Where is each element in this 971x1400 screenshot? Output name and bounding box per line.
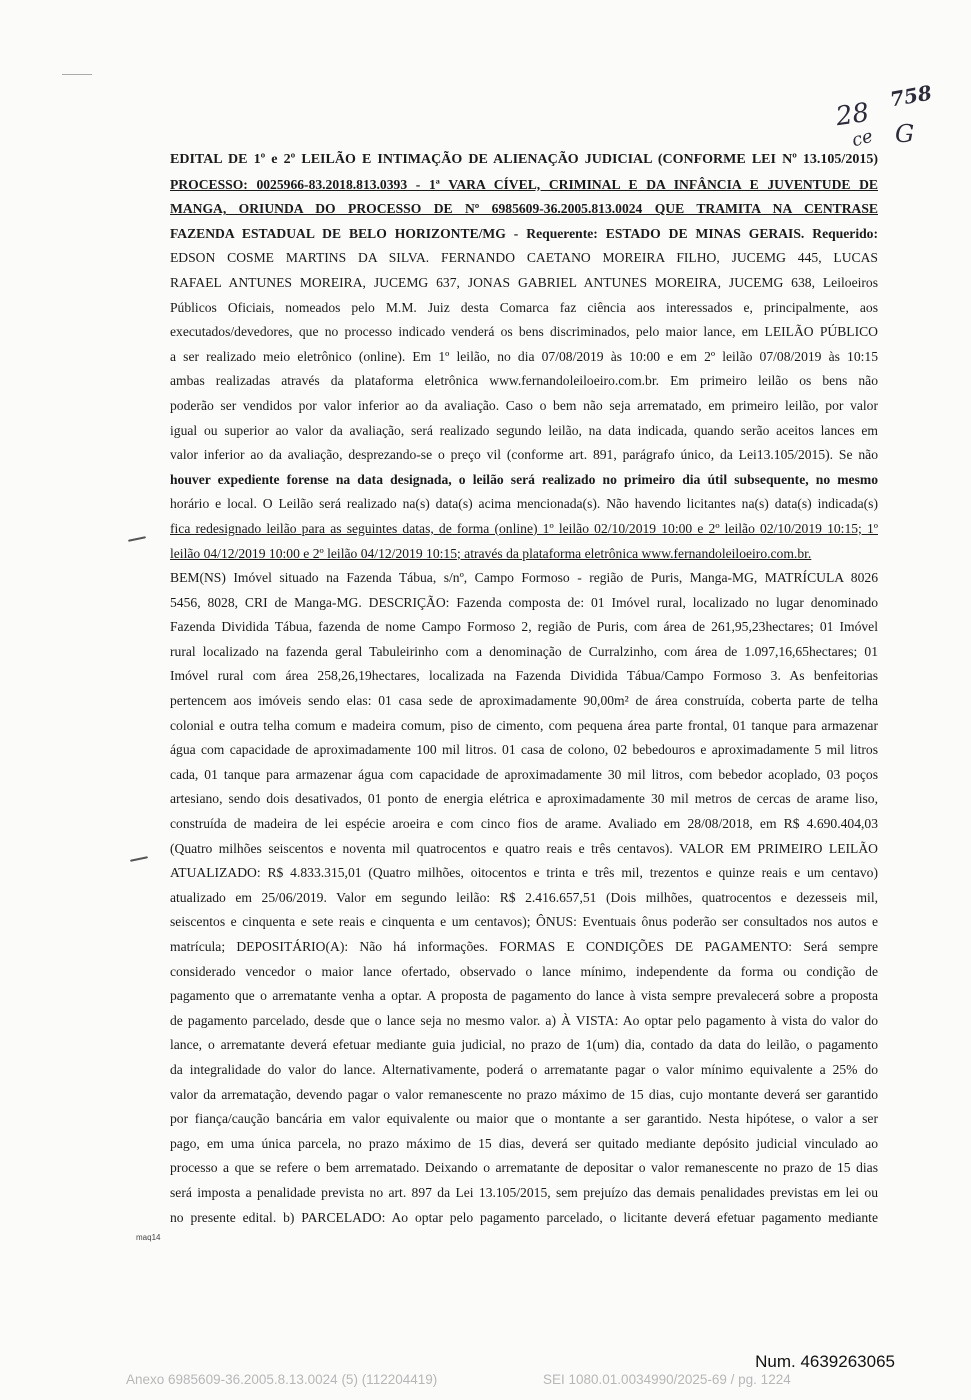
text-line: Públicos Oficiais, nomeados pelo M.M. Juiz desta Comarca faz ciência aos interessados e, principalmente, aos <box>170 299 878 315</box>
text-line: leilão 04/12/2019 10:00 e 2º leilão 04/12/2019 10:15; através da plataforma eletrônica www.fernandoleiloeiro.com.br. <box>170 545 812 561</box>
text-line: 5456, 8028, CRI de Manga-MG. DESCRIÇÃO: Fazenda composta de: 01 Imóvel rural, localizado no lugar denominado <box>170 594 878 610</box>
text-line: ATUALIZADO: R$ 4.833.315,01 (Quatro milhões, oitocentos e trinta e três mil, trezentos e quinze reais e um centavo) <box>170 865 878 881</box>
attachment-reference: Anexo 6985609-36.2005.8.13.0024 (5) (112204419) <box>126 1372 438 1387</box>
margin-mark <box>128 536 146 542</box>
handwritten-initial: G <box>895 120 915 148</box>
text-line: horário e local. O Leilão será realizado na(s) data(s) acima mencionada(s). Não havendo licitantes na(s) data(s) indicada(s) <box>170 496 878 512</box>
text-line: Fazenda Dividida Tábua, fazenda de nome Campo Formoso 2, região de Puris, com área de 261,95,23hectares; 01 Imóvel <box>170 619 878 635</box>
text-line: água com capacidade de aproximadamente 100 mil litros. 01 casa de colono, 02 bebedouros e aproximadamente 5 mil litros <box>170 742 878 758</box>
text-line: por fiança/caução bancária em valor equivalente ou maior que o montante a ser garantido. Nesta hipótese, o valor a ser <box>170 1111 878 1127</box>
text-line: cada, 01 tanque para armazenar água com capacidade de aproximadamente 30 mil litros, com bebedor acoplado, 03 poços <box>170 766 878 782</box>
handwritten-page-number: 28 <box>834 97 872 133</box>
text-line: PROCESSO: 0025966-83.2018.813.0393 - 1ª VARA CÍVEL, CRIMINAL E DA INFÂNCIA E JUVENTUDE DE <box>170 176 878 192</box>
scan-mark <box>62 74 92 75</box>
text-line: RAFAEL ANTUNES MOREIRA, JUCEMG 637, JONAS GABRIEL ANTUNES MOREIRA, JUCEMG 638, Leiloeiros <box>170 274 878 290</box>
handwritten-folio-number: 758 <box>888 80 934 112</box>
text-line: ambas realizadas através da plataforma eletrônica www.fernandoleiloeiro.com.br. Em primeiro leilão os bens não <box>170 373 878 389</box>
text-line: seiscentos e cinquenta e sete reais e cinquenta e um centavos); ÔNUS: Eventuais ônus poderão ser consultados nos autos e <box>170 914 878 930</box>
text-line: MANGA, ORIUNDA DO PROCESSO DE Nº 6985609-36.2005.813.0024 QUE TRAMITA NA CENTRASE <box>170 201 878 217</box>
text-line: considerado vencedor o maior lance ofertado, observado o lance mínimo, independente da forma ou condição de <box>170 963 878 979</box>
text-line: lance, o arrematante deverá efetuar mediante guia judicial, no prazo de 1(um) dia, contado da data do leilão, o pagamento <box>170 1037 878 1053</box>
text-line: será imposta a penalidade prevista no art. 897 da Lei 13.105/2015, sem prejuízo das demais penalidades previstas em lei ou <box>170 1184 878 1200</box>
text-line: executados/devedores, que no processo indicado venderá os bens discriminados, pelo maior lance, em LEILÃO PÚBLICO <box>170 324 878 340</box>
text-line: houver expediente forense na data designada, o leilão será realizado no primeiro dia útil subsequente, no mesmo <box>170 471 878 487</box>
text-line: construída de madeira de lei espécie aroeira e com cinco fios de arame. Avaliado em 28/08/2018, em R$ 4.690.404,03 <box>170 816 878 832</box>
text-line: valor da arrematação, devendo pagar o valor remanescente no prazo máximo de 15 dias, cujo montante deverá ser garantido <box>170 1086 878 1102</box>
text-line: da integralidade do valor do lance. Alternativamente, poderá o arrematante pagar o valor mínimo equivalente a 25% do <box>170 1061 878 1077</box>
text-line: pertencem aos imóveis sendo elas: 01 casa sede de aproximadamente 90,00m² de área construída, coberta parte de telha <box>170 693 878 709</box>
text-line: igual ou superior ao valor da avaliação, será realizado segundo leilão, na data indicada, quando serão aceitos lances em <box>170 422 878 438</box>
text-line: processo a que se refere o bem arrematado. Deixando o arrematante de depositar o valor remanescente no prazo de 15 dias <box>170 1160 878 1176</box>
text-line: matrícula; DEPOSITÁRIO(A): Não há informações. FORMAS E CONDIÇÕES DE PAGAMENTO: Será sempre <box>170 939 878 954</box>
text-line: colonial e outra telha comum e madeira comum, piso de cimento, com pequena área parte frontal, 01 tanque para armazenar <box>170 717 878 733</box>
side-label: maq14 <box>136 1233 161 1242</box>
text-line: de pagamento parcelado, desde que o lance seja no mesmo valor. a) À VISTA: Ao optar pelo pagamento à vista do valor do <box>170 1012 878 1028</box>
text-line: FAZENDA ESTADUAL DE BELO HORIZONTE/MG - Requerente: ESTADO DE MINAS GERAIS. Requerido: <box>170 225 878 241</box>
edital-title: EDITAL DE 1º e 2º LEILÃO E INTIMAÇÃO DE ALIENAÇÃO JUDICIAL (CONFORME LEI Nº 13.105/2015) <box>170 152 878 167</box>
text-line: pagamento que o arrematante venha a optar. A proposta de pagamento do lance à vista sempre prevalecerá sobre a proposta <box>170 988 878 1004</box>
text-line: BEM(NS) Imóvel situado na Fazenda Tábua, s/nº, Campo Formoso - região de Puris, Manga-MG, MATRÍCULA 8026 <box>170 570 878 586</box>
text-line: fica redesignado leilão para as seguintes datas, de forma (online) 1º leilão 02/10/2019 10:00 e 2º leilão 02/10/2019 10:15; 1º <box>170 520 878 536</box>
handwritten-rubric: ce <box>849 125 876 152</box>
text-line: no presente edital. b) PARCELADO: Ao optar pelo pagamento parcelado, o licitante deverá efetuar pagamento mediante <box>170 1209 878 1225</box>
text-line: Imóvel rural com área 258,26,19hectares, localizada na Fazenda Dividida Tábua/Campo Formoso 3. As benfeitorias <box>170 668 878 684</box>
text-line: poderão ser vendidos por valor inferior ao da avaliação. Caso o bem não seja arrematado, em primeiro leilão, por valor <box>170 397 878 413</box>
text-line: a ser realizado meio eletrônico (online). Em 1º leilão, no dia 07/08/2019 às 10:00 e em 2º leilão 07/08/2019 às 10:15 <box>170 348 878 364</box>
text-line: valor inferior ao da avaliação, desprezando-se o preço vil (conforme art. 891, parágrafo único, da Lei13.105/2015). Se não <box>170 447 878 463</box>
text-line: atualizado em 25/06/2019. Valor em segundo leilão: R$ 2.416.657,51 (Dois milhões, quatrocentos e dezesseis mil, <box>170 889 878 905</box>
text-line: rural localizado na fazenda geral Tabuleirinho com a denominação de Curralzinho, com área de 1.097,16,65hectares; 01 <box>170 643 878 659</box>
text-line: (Quatro milhões seiscentos e noventa mil quatrocentos e quatro reais e três centavos). VALOR EM PRIMEIRO LEILÃO <box>170 840 878 856</box>
text-line: artesiano, sendo dois desativados, 01 ponto de energia elétrica e aproximadamente 30 mil metros de cercas de arame liso, <box>170 791 878 807</box>
text-line: pago, em uma única parcela, no prazo máximo de 15 dias, deverá ser quitado mediante depósito judicial vinculado ao <box>170 1135 878 1151</box>
sei-reference: SEI 1080.01.0034990/2025-69 / pg. 1224 <box>543 1372 791 1387</box>
document-number: Num. 4639263065 <box>755 1352 895 1371</box>
edital-text <box>170 148 878 1230</box>
text-line: EDSON COSME MARTINS DA SILVA. FERNANDO CAETANO MOREIRA FILHO, JUCEMG 445, LUCAS <box>170 250 878 266</box>
margin-mark <box>130 856 148 862</box>
